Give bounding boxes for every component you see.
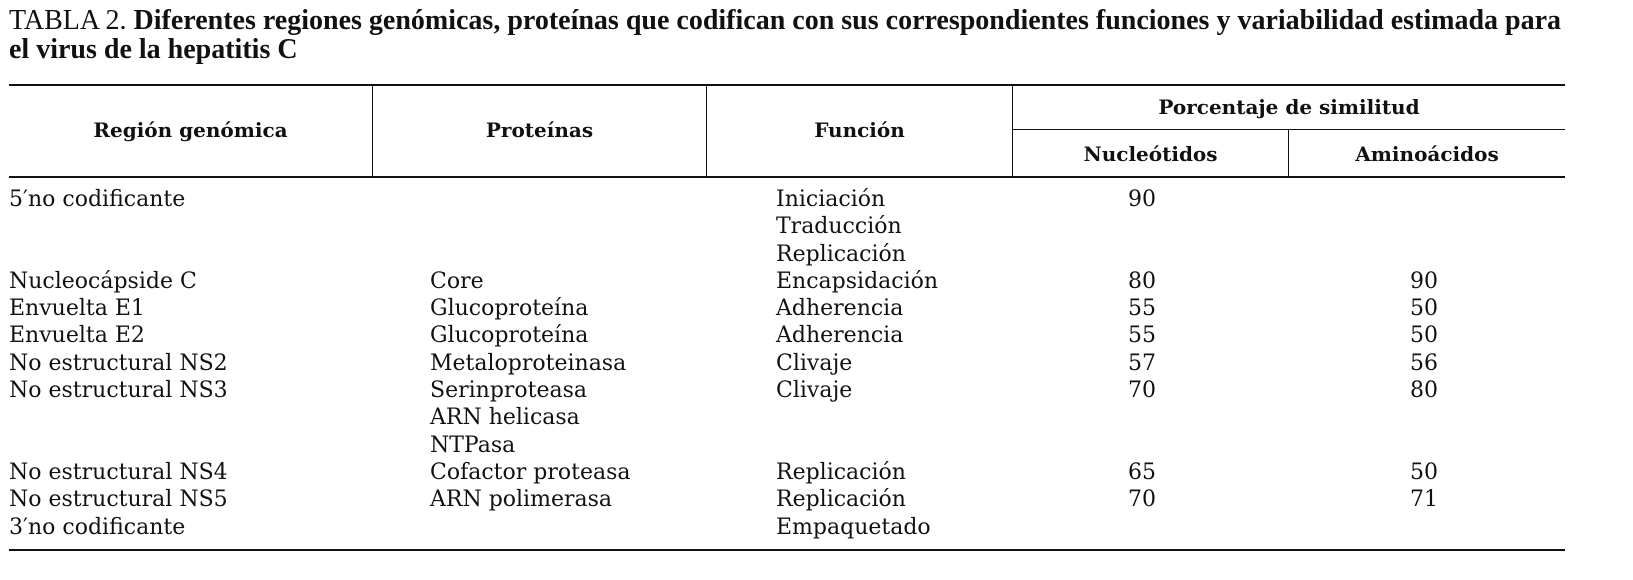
cell-region: No estructural NS5 [9, 487, 228, 513]
table-row [0, 459, 1633, 486]
cell-aminoacidos: 71 [1410, 487, 1438, 513]
cell-funcion: Encapsidación [776, 268, 939, 294]
header-porcentaje: Porcentaje de similitud [1158, 95, 1420, 119]
table-label: TABLA 2. [9, 5, 127, 36]
funcion-line: Iniciación [776, 187, 886, 212]
cell-region: No estructural NS3 [9, 378, 228, 404]
cell-nucleotidos: 70 [1128, 487, 1156, 513]
cell-aminoacidos: 56 [1410, 350, 1438, 376]
cell-funcion: Replicación [776, 487, 906, 513]
cell-funcion: Adherencia [776, 323, 904, 349]
cell-nucleotidos: 65 [1128, 459, 1156, 485]
header-proteinas: Proteínas [485, 118, 594, 142]
cell-region: Nucleocápside C [9, 268, 197, 294]
cell-funcion: Clivaje [776, 378, 853, 404]
cell-nucleotidos: 80 [1128, 268, 1156, 294]
cell-region: No estructural NS4 [9, 459, 228, 485]
table-row [0, 377, 1633, 459]
cell-proteinas: Glucoproteína [430, 323, 589, 349]
cell-aminoacidos: 50 [1410, 323, 1438, 349]
cell-proteinas: Glucoproteína [430, 296, 589, 322]
table-caption [9, 6, 1569, 64]
table-row [0, 350, 1633, 377]
cell-nucleotidos: 90 [1128, 187, 1156, 212]
cell-proteinas [430, 377, 587, 459]
cell-funcion: Replicación [776, 459, 906, 485]
funcion-line: Traducción [776, 214, 902, 240]
header-aminoacidos: Aminoácidos [1355, 142, 1499, 166]
table-title: Diferentes regiones genómicas, proteínas que codifican con sus correspondientes funciones y variabilidad estimada para el virus de la hepatitis C [9, 5, 1562, 65]
cell-nucleotidos: 70 [1128, 378, 1156, 404]
cell-aminoacidos: 80 [1410, 378, 1438, 404]
cell-proteinas: Metaloproteinasa [430, 350, 627, 376]
cell-region: Envuelta E1 [9, 296, 145, 322]
header-nucleotidos: Nucleótidos [1083, 142, 1218, 166]
cell-proteinas: Cofactor proteasa [430, 459, 631, 485]
cell-aminoacidos: 90 [1410, 268, 1438, 294]
table-row [0, 322, 1633, 349]
header-funcion: Función [814, 118, 905, 142]
cell-funcion: Empaquetado [776, 514, 931, 540]
table-row [0, 186, 1633, 268]
table-row [0, 268, 1633, 295]
cell-aminoacidos: 50 [1410, 296, 1438, 322]
funcion-line: Replicación [776, 241, 906, 267]
cell-proteinas: ARN polimerasa [430, 487, 613, 513]
cell-region: 5′no codificante [9, 187, 186, 212]
table-row [0, 514, 1633, 541]
header-bottom-rule [9, 176, 1565, 178]
cell-nucleotidos: 55 [1128, 296, 1156, 322]
proteina-line: NTPasa [430, 432, 516, 458]
cell-aminoacidos: 50 [1410, 459, 1438, 485]
cell-funcion: Clivaje [776, 350, 853, 376]
table-body [0, 186, 1633, 541]
cell-funcion [776, 186, 906, 268]
cell-nucleotidos: 57 [1128, 350, 1156, 376]
cell-funcion: Adherencia [776, 296, 904, 322]
cell-region: No estructural NS2 [9, 350, 228, 376]
top-rule [9, 84, 1565, 86]
cell-region: Envuelta E2 [9, 323, 145, 349]
bottom-rule [9, 549, 1565, 551]
proteina-line: ARN helicasa [430, 405, 580, 431]
cell-proteinas: Core [430, 268, 484, 294]
table-row [0, 486, 1633, 513]
proteina-line: Serinproteasa [430, 378, 588, 404]
cell-region: 3′no codificante [9, 514, 186, 540]
cell-nucleotidos: 55 [1128, 323, 1156, 349]
header-region: Región genómica [93, 118, 288, 142]
table-row [0, 295, 1633, 322]
